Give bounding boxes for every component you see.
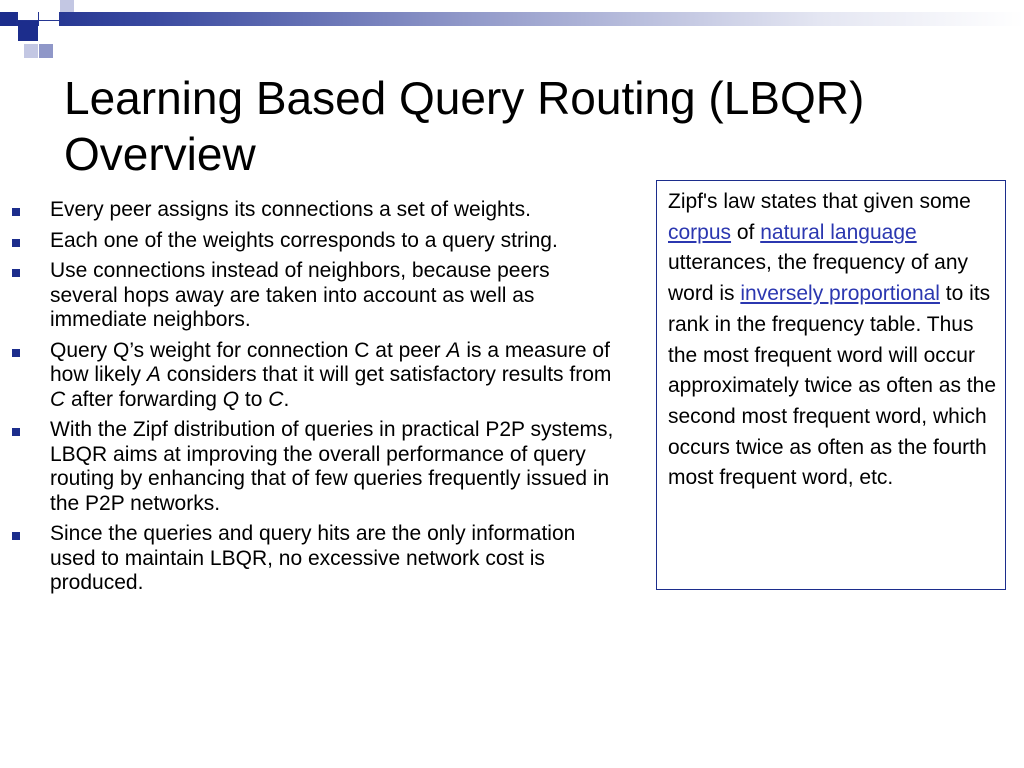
bullet-text: is a measure of how likely xyxy=(50,338,610,386)
info-text: Zipf's law states that given some xyxy=(668,190,971,213)
bullet-text: Use connections instead of neighbors, because peers several hops away are taken into account as well as immediate neighbors. xyxy=(50,259,550,331)
bullet-text: Since the queries and query hits are the only information used to maintain LBQR, no excessive network cost is produced. xyxy=(50,522,576,594)
decor-square xyxy=(0,12,16,26)
slide-title xyxy=(64,70,1004,182)
info-text: to its rank in the frequency table. Thus the most frequent word will occur approximately twice as often as the second most frequent word, which occurs twice as often as the fourth most frequent word, etc. xyxy=(668,282,997,490)
bullet-text: A xyxy=(446,338,461,362)
decor-square xyxy=(39,0,59,20)
bullet-list xyxy=(10,198,620,602)
bullet-square-icon xyxy=(12,349,20,357)
bullet-text: With the Zipf distribution of queries in practical P2P systems, LBQR aims at improving the overall performance of query routing by enhancing that of few queries frequently issued in the P2P networks. xyxy=(50,418,614,515)
bullet-text: Each one of the weights corresponds to a query string. xyxy=(50,228,558,252)
header-gradient-bar xyxy=(0,12,1024,26)
decor-square xyxy=(18,0,38,20)
bullet-square-icon xyxy=(12,208,20,216)
bullet-text: to xyxy=(239,387,269,411)
decor-square xyxy=(60,0,74,12)
decor-square xyxy=(18,21,38,41)
bullet-text: Every peer assigns its connections a set of weights. xyxy=(50,198,531,221)
bullet-square-icon xyxy=(12,269,20,277)
info-link-inversely-proportional[interactable]: inversely proportional xyxy=(740,282,940,306)
bullet-item xyxy=(10,229,620,254)
bullet-text: A xyxy=(146,363,161,386)
slide-title-line1: Learning Based Query Routing (LBQR) xyxy=(64,72,865,124)
bullet-text: . xyxy=(283,387,290,411)
zipf-info-box xyxy=(656,180,1006,590)
info-link-corpus[interactable]: corpus xyxy=(668,220,732,244)
bullet-square-icon xyxy=(12,428,20,436)
bullet-text: considers that it will get satisfactory results from xyxy=(160,363,612,386)
bullet-text: Query Q’s weight for connection C at peer xyxy=(50,338,447,362)
slide-title-line2: Overview xyxy=(64,128,256,180)
decor-square xyxy=(39,44,53,58)
bullet-item xyxy=(10,418,620,516)
info-text: of xyxy=(731,220,761,244)
bullet-text: after forwarding xyxy=(65,387,223,411)
bullet-item xyxy=(10,522,620,596)
bullet-item xyxy=(10,339,620,413)
bullet-square-icon xyxy=(12,239,20,247)
bullet-square-icon xyxy=(12,532,20,540)
decor-square xyxy=(24,44,38,58)
info-link-natural-language[interactable]: natural language xyxy=(760,220,917,244)
decor-square xyxy=(39,21,59,41)
bullet-text: C xyxy=(268,387,284,411)
bullet-item xyxy=(10,259,620,333)
info-text: utterances, the frequency of any word is xyxy=(668,251,969,306)
bullet-text: C xyxy=(50,387,66,411)
bullet-item xyxy=(10,198,620,223)
bullet-text: Q xyxy=(222,387,240,411)
